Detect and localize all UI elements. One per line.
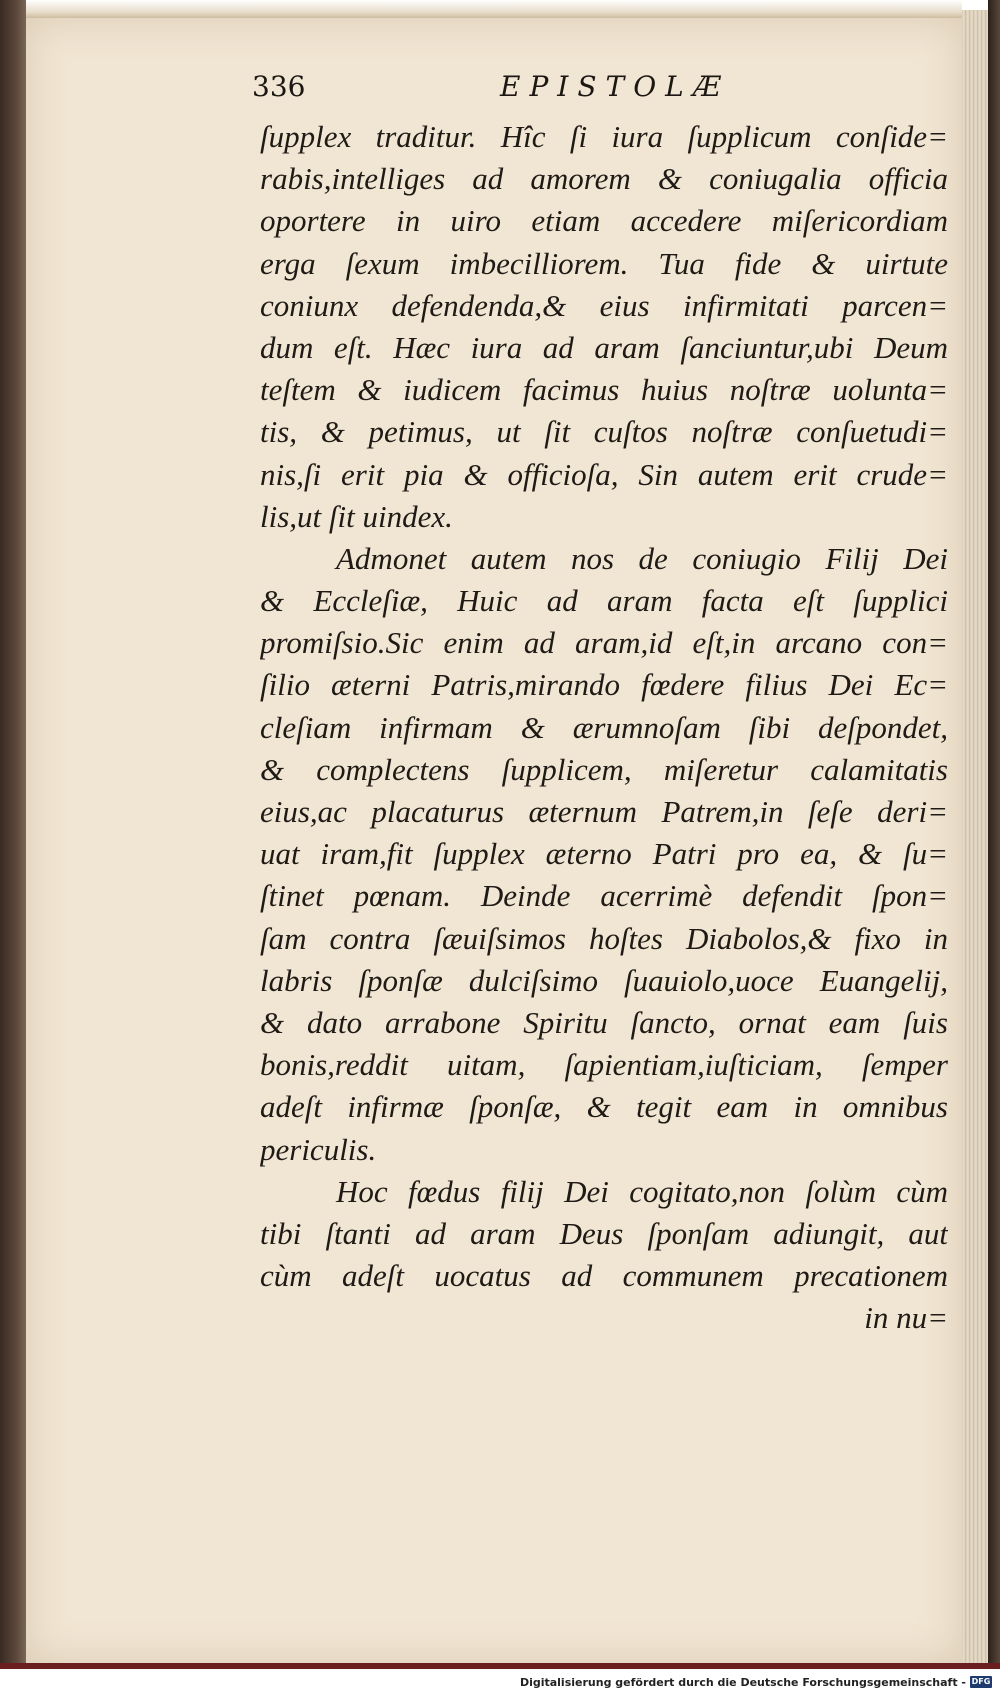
text-line: coniunx defendenda,& eius infirmitati parcen= (260, 287, 948, 323)
text-line: periculis. (260, 1131, 377, 1167)
text-line: Admonet autem nos de coniugio Filij Dei (336, 540, 948, 576)
binding-edge (0, 0, 26, 1668)
text-line: adeſt infirmæ ſponſæ, & tegit eam in omnibus (260, 1089, 948, 1125)
text-line: tibi ſtanti ad aram Deus ſponſam adiungit, aut (260, 1215, 948, 1251)
text-line: & complectens ſupplicem, miſeretur calamitatis (260, 751, 948, 787)
catchword: in nu= (864, 1300, 948, 1336)
text-line: dum eſt. Hæc iura ad aram ſanciuntur,ubi Deum (260, 329, 948, 365)
cover-edge (988, 0, 1000, 1668)
running-head (252, 70, 952, 110)
text-line: cleſiam infirmam & ærumnoſam ſibi deſpondet, (260, 709, 948, 745)
text-line: & Eccleſiæ, Huic ad aram facta eſt ſupplici (260, 583, 948, 619)
text-line: labris ſponſæ dulciſsimo ſuauiolo,uoce Euangelij, (260, 962, 948, 998)
text-line: uat iram,fit ſupplex æterno Patri pro ea, & ſu= (260, 836, 948, 872)
page-fore-edge (962, 10, 988, 1668)
text-line: teſtem & iudicem facimus huius noſtræ uolunta= (260, 372, 948, 408)
text-line: ſupplex traditur. Hîc ſi iura ſupplicum conſide= (260, 119, 948, 154)
text-line: lis,ut ſit uindex. (260, 498, 453, 534)
text-line: & dato arrabone Spiritu ſancto, ornat eam ſuis (260, 1004, 948, 1040)
text-line: ſilio æterni Patris,mirando fœdere filius Dei Ec= (260, 667, 948, 703)
text-line: ſtinet pœnam. Deinde acerrimè defendit ſpon= (260, 878, 948, 914)
cover-bottom-strip (0, 1663, 1000, 1669)
page-number: 336 (252, 70, 306, 103)
text-line: cùm adeſt uocatus ad communem precationem (260, 1258, 948, 1294)
text-line: Hoc fœdus filij Dei cogitato,non ſolùm cùm (336, 1173, 948, 1209)
page-top-edge (26, 0, 962, 18)
credit-text: Digitalisierung gefördert durch die Deutsche Forschungsgemeinschaft - (519, 1675, 966, 1689)
text-line: ſam contra ſæuiſsimos hoſtes Diabolos,& fixo in (260, 920, 948, 956)
digitization-credit (520, 1674, 992, 1690)
text-line: promiſsio.Sic enim ad aram,id eſt,in arcano con= (260, 625, 948, 661)
text-line: rabis,intelliges ad amorem & coniugalia officia (260, 161, 948, 197)
text-line: oportere in uiro etiam accedere miſericordiam (260, 203, 948, 239)
text-line: tis, & petimus, ut ſit cuſtos noſtræ conſuetudi= (260, 414, 948, 450)
body-text (260, 116, 948, 1339)
text-line: nis,ſi erit pia & officioſa, Sin autem erit crude= (260, 456, 948, 492)
dfg-logo: DFG (971, 1677, 991, 1686)
text-line: eius,ac placaturus æternum Patrem,in ſeſe deri= (260, 794, 948, 829)
text-line: erga ſexum imbecilliorem. Tua fide & uirtute (260, 245, 948, 281)
text-line: bonis,reddit uitam, ſapientiam,iuſticiam, ſemper (260, 1047, 948, 1083)
running-title: EPISTOLÆ (500, 70, 730, 103)
